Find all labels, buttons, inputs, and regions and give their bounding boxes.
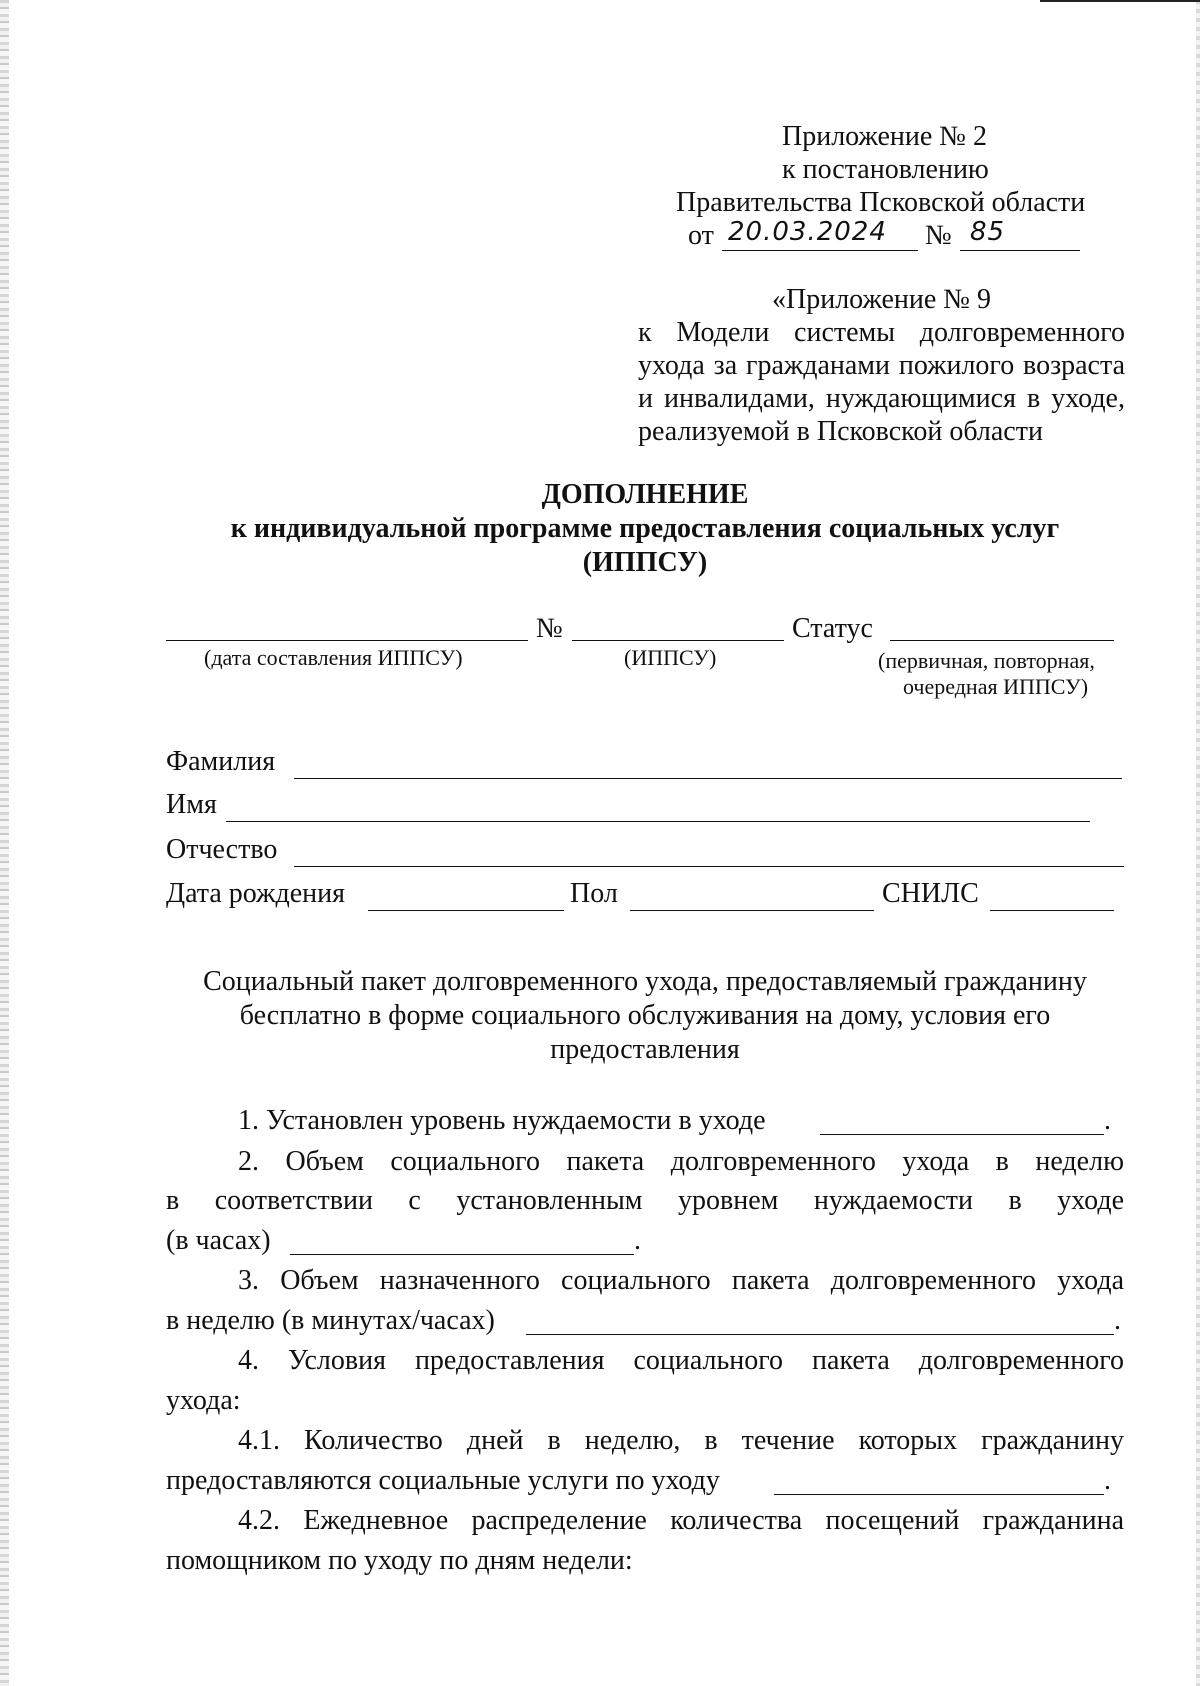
item-4-line-2: ухода: (166, 1385, 241, 1416)
item-3-line-1: 3. Объем назначенного социального пакета долговременного ухода (238, 1265, 1124, 1296)
status-label: Статус (792, 613, 873, 644)
date-field-line (166, 640, 528, 641)
number-label: № (536, 613, 563, 644)
approval-line-3: Правительства Псковской области (676, 187, 1086, 218)
sex-field-line (630, 910, 874, 911)
status-caption-2: очередная ИППСУ) (903, 674, 1089, 699)
surname-label: Фамилия (166, 746, 276, 777)
appendix-line-1: «Приложение № 9 (772, 284, 991, 315)
approval-number-handwritten: 85 (970, 217, 1006, 247)
surname-field-line (294, 778, 1122, 779)
name-label: Имя (166, 789, 217, 820)
document-subtitle: к индивидуальной программе предоставления социальных услуг (230, 513, 1060, 544)
item-2-field-line (290, 1254, 634, 1255)
item-1-period: . (1104, 1105, 1111, 1136)
section-heading-line-2: бесплатно в форме социального обслуживания на дому, условия его (239, 1000, 1051, 1031)
status-caption-1: (первичная, повторная, (878, 648, 1095, 673)
document-title: ДОПОЛНЕНИЕ (541, 479, 749, 510)
scan-edge-left (0, 0, 9, 1686)
approval-date-line (722, 250, 918, 251)
item-4-line-1: 4. Условия предоставления социального пакета долговременного (238, 1345, 1124, 1376)
scan-top-rule (1040, 0, 1200, 2)
item-3-period: . (1114, 1305, 1121, 1336)
item-2-line-3: (в часах) (166, 1225, 271, 1256)
appendix-line-2: к Модели системы долговременного (638, 317, 1125, 348)
patronymic-label: Отчество (166, 834, 278, 865)
ippsu-number-field-line (572, 640, 784, 641)
birthdate-label: Дата рождения (166, 878, 345, 909)
approval-date-handwritten: 20.03.2024 (728, 217, 887, 247)
approval-line-1: Приложение № 2 (782, 121, 987, 152)
item-1-field-line (820, 1134, 1104, 1135)
item-4-2-line-2: помощником по уходу по дням недели: (166, 1545, 633, 1576)
item-2-period: . (634, 1225, 641, 1256)
appendix-line-5: реализуемой в Псковской области (638, 416, 1043, 447)
item-4-2-line-1: 4.2. Ежедневное распределение количества посещений гражданина (238, 1505, 1124, 1536)
approval-number-line (960, 250, 1080, 251)
item-2-line-2: в соответствии с установленным уровнем нуждаемости в уходе (166, 1185, 1124, 1216)
section-heading-line-3: предоставления (550, 1034, 740, 1065)
approval-number-prefix: № (925, 220, 952, 251)
snils-field-line (990, 910, 1114, 911)
document-subtitle-abbr: (ИППСУ) (582, 547, 708, 578)
status-field-line (890, 640, 1114, 641)
name-field-line (226, 821, 1090, 822)
sex-label: Пол (570, 878, 618, 909)
appendix-line-4: и инвалидами, нуждающимися в уходе, (638, 383, 1125, 414)
scan-edge-right (1196, 0, 1200, 1686)
date-caption: (дата составления ИППСУ) (204, 645, 463, 670)
approval-line-2: к постановлению (782, 154, 989, 185)
item-2-line-1: 2. Объем социального пакета долговременного ухода в неделю (238, 1146, 1124, 1177)
snils-label: СНИЛС (882, 878, 979, 909)
birthdate-field-line (368, 910, 564, 911)
ippsu-caption: (ИППСУ) (624, 645, 717, 670)
section-heading-line-1: Социальный пакет долговременного ухода, предоставляемый гражданину (203, 966, 1087, 997)
item-4-1-line-1: 4.1. Количество дней в неделю, в течение которых гражданину (238, 1425, 1124, 1456)
appendix-line-3: ухода за гражданами пожилого возраста (638, 350, 1125, 381)
patronymic-field-line (294, 866, 1124, 867)
item-3-line-2: в неделю (в минутах/часах) (166, 1305, 495, 1336)
approval-date-prefix: от (688, 220, 714, 251)
item-4-1-line-2: предоставляются социальные услуги по уходу (166, 1465, 720, 1496)
item-4-1-field-line (774, 1494, 1104, 1495)
item-3-field-line (526, 1334, 1114, 1335)
item-4-1-period: . (1104, 1465, 1111, 1496)
item-1-text: 1. Установлен уровень нуждаемости в уходе (238, 1105, 766, 1136)
